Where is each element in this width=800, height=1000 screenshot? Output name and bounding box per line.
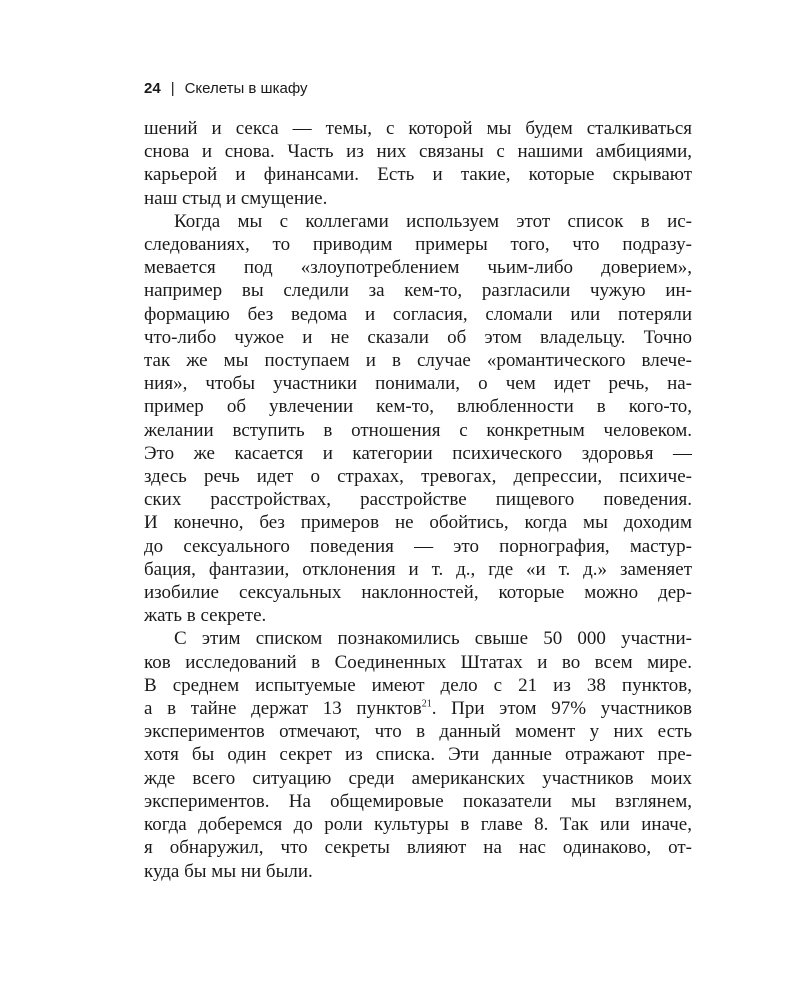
text-line: И конечно, без примеров не обойтись, когда мы доходим [144, 512, 692, 534]
text-line: ских расстройствах, расстройстве пищевого поведения. [144, 489, 692, 511]
text-segment: а в тайне держат 13 пунктов [144, 698, 422, 720]
text-line: хотя бы один секрет из списка. Эти данные отражают пре- [144, 744, 692, 766]
text-line: например вы следили за кем-то, разгласили чужую ин- [144, 280, 692, 302]
text-line: желании вступить в отношения с конкретным человеком. [144, 419, 692, 441]
text-line: карьерой и финансами. Есть и такие, которые скрывают [144, 164, 692, 186]
text-line: экспериментов отмечают, что в данный момент у них есть [144, 721, 692, 743]
text-line-with-footnote [144, 697, 692, 720]
running-head [144, 80, 308, 97]
text-line: снова и снова. Часть из них связаны с нашими амбициями, [144, 141, 692, 163]
running-head-separator: | [170, 80, 175, 97]
text-line: что-либо чужое и не сказали об этом владельцу. Точно [144, 326, 692, 348]
paragraph-1 [144, 117, 692, 210]
text-line: С этим списком познакомились свыше 50 000 участни- [174, 628, 692, 650]
text-line: Это же касается и категории психического здоровья — [144, 442, 692, 464]
text-line: мевается под «злоупотреблением чьим-либо доверием», [144, 257, 692, 279]
footnote-reference[interactable]: 21 [421, 698, 432, 710]
text-line: ков исследований в Соединенных Штатах и во всем мире. [144, 651, 692, 673]
text-line: пример об увлечении кем-то, влюбленности в кого-то, [144, 396, 692, 418]
text-line: здесь речь идет о страхах, тревогах, депрессии, психиче- [144, 466, 692, 488]
text-line: куда бы мы ни были. [144, 860, 313, 882]
text-line: жать в секрете. [144, 605, 267, 627]
text-line: бация, фантазии, отклонения и т. д., где «и т. д.» заменяет [144, 558, 692, 580]
text-line: до сексуального поведения — это порнография, мастур- [144, 535, 692, 557]
text-line: экспериментов. На общемировые показатели мы взглянем, [144, 790, 692, 812]
text-line: следованиях, то приводим примеры того, что подразу- [144, 234, 692, 256]
text-line: когда доберемся до роли культуры в главе 8. Так или иначе, [144, 814, 692, 836]
text-line: наш стыд и смущение. [144, 187, 328, 209]
text-line: формацию без ведома и согласия, сломали или потеряли [144, 303, 692, 325]
body-text [144, 117, 692, 883]
text-line: я обнаружил, что секреты влияют на нас одинаково, от- [144, 837, 692, 859]
text-line: жде всего ситуацию среди американских участников моих [144, 767, 692, 789]
text-line: так же мы поступаем и в случае «романтического влече- [144, 350, 692, 372]
text-segment: . При этом 97% участников [431, 698, 692, 720]
paragraph-3 [144, 627, 692, 882]
running-head-title: Скелеты в шкафу [184, 80, 308, 97]
page-number: 24 [144, 80, 161, 97]
text-line: В среднем испытуемые имеют дело с 21 из 38 пунктов, [144, 674, 692, 696]
text-line: изобилие сексуальных наклонностей, которые можно дер- [144, 582, 692, 604]
text-line: шений и секса — темы, с которой мы будем сталкиваться [144, 118, 692, 139]
text-line: ния», чтобы участники понимали, о чем идет речь, на- [144, 373, 692, 395]
paragraph-2 [144, 210, 692, 628]
text-line: Когда мы с коллегами используем этот список в ис- [174, 210, 692, 232]
